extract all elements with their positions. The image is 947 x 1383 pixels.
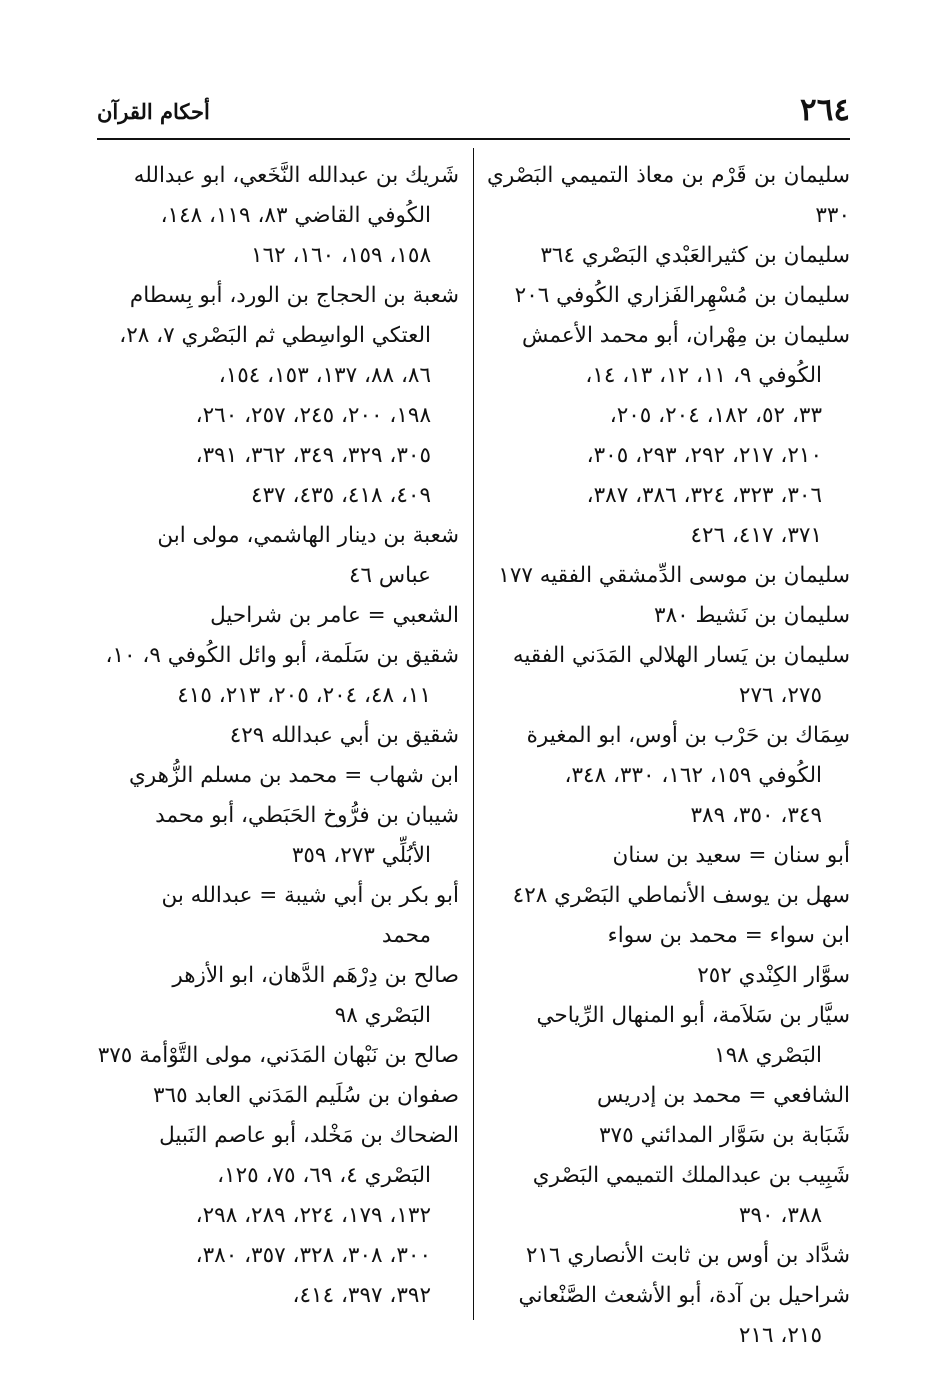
index-entry: الشافعي = محمد بن إدريس — [597, 1083, 850, 1108]
index-entry: الشعبي = عامر بن شراحيل — [210, 603, 459, 628]
index-entry: سهل بن يوسف الأنماطي البَصْري ٤٢٨ — [512, 883, 850, 908]
index-entry: شعبة بن دينار الهاشمي، مولى ابن — [157, 523, 459, 548]
index-entry-continuation: ٣٧١، ٤١٧، ٤٢٦ — [690, 523, 822, 548]
index-entry: شَبَابة بن سَوَّار المدائني ٣٧٥ — [599, 1123, 850, 1148]
index-entry: شيبان بن فرُّوخ الحَبَطي، أبو محمد — [155, 803, 459, 828]
index-entry: شراحيل بن آدة، أبو الأشعث الصَّنْعاني — [518, 1283, 850, 1308]
index-entry-continuation: ١٣٢، ١٧٩، ٢٢٤، ٢٨٩، ٢٩٨، — [195, 1203, 431, 1228]
index-entry: سليمان بن موسى الدِّمشقي الفقيه ١٧٧ — [498, 563, 850, 588]
index-entry: ابن سواء = محمد بن سواء — [607, 923, 850, 948]
index-entry: شعبة بن الحجاج بن الورد، أبو بِسطام — [129, 283, 459, 308]
index-entry: سليمان بن قَرْم بن معاذ التميمي البَصْري ٣٣٠ — [487, 163, 850, 228]
index-entry-continuation: ٢٧٥، ٢٧٦ — [738, 683, 822, 708]
index-entry: صفوان بن سُلَيم المَدَني العابد ٣٦٥ — [153, 1083, 459, 1108]
page-number: ٢٦٤ — [800, 92, 850, 128]
index-entry-continuation: ٣٣، ٥٢، ١٨٢، ٢٠٤، ٢٠٥، — [609, 403, 822, 428]
index-entry-continuation: ٢١٠، ٢١٧، ٢٩٢، ٢٩٣، ٣٠٥، — [586, 443, 822, 468]
index-entry-continuation: الأبُلِّي ٢٧٣، ٣٥٩ — [291, 843, 431, 868]
index-entry-continuation: ٣٩٢، ٣٩٧، ٤١٤، — [292, 1283, 431, 1308]
index-entry-continuation: ٣٨٨، ٣٩٠ — [738, 1203, 822, 1228]
index-entry-continuation: ١١، ٤٨، ٢٠٤، ٢٠٥، ٢١٣، ٤١٥ — [177, 683, 431, 708]
index-entry: شدَّاد بن أوس بن ثابت الأنصاري ٢١٦ — [525, 1243, 850, 1268]
index-entry: شَريك بن عبدالله النَّخَعي، ابو عبدالله — [133, 163, 459, 188]
right-column — [487, 156, 850, 1356]
index-entry: شَبِيب بن عبدالملك التميمي البَصْري — [532, 1163, 850, 1188]
index-entry-continuation: البَصْري ٩٨ — [334, 1003, 431, 1028]
index-entry-continuation: ٣٠٥، ٣٢٩، ٣٤٩، ٣٦٢، ٣٩١، — [195, 443, 431, 468]
index-entry-continuation: ٣٠٠، ٣٠٨، ٣٢٨، ٣٥٧، ٣٨٠، — [195, 1243, 431, 1268]
index-entry: شقيق بن سَلَمة، أبو وائل الكُوفي ٩، ١٠، — [105, 643, 459, 668]
index-entry-continuation: عباس ٤٦ — [348, 563, 431, 588]
index-entry-continuation: ٨٦، ٨٨، ١٣٧، ١٥٣، ١٥٤، — [218, 363, 431, 388]
index-entry-continuation: البَصْري ٤، ٦٩، ٧٥، ١٢٥، — [217, 1163, 431, 1188]
index-entry: سوَّار الكِنْدي ٢٥٢ — [697, 963, 850, 988]
index-entry: صالح بن دِرْهَم الدَّهان، ابو الأزهر — [172, 963, 459, 988]
index-entry-continuation: ٣٤٩، ٣٥٠، ٣٨٩ — [690, 803, 822, 828]
index-entry: سليمان بن نَشيط ٣٨٠ — [654, 603, 850, 628]
index-entry-continuation: ٤٠٩، ٤١٨، ٤٣٥، ٤٣٧ — [251, 483, 431, 508]
index-entry: سليمان بن مُسْهِرالفَزاري الكُوفي ٢٠٦ — [514, 283, 850, 308]
index-entry-continuation: الكُوفي ١٥٩، ١٦٢، ٣٣٠، ٣٤٨، — [564, 763, 822, 788]
index-entry: صالح بن نَبْهان المَدَني، مولى التَّوْأمة ٣٧٥ — [97, 1043, 459, 1068]
index-entry: سليمان بن كثيرالعَبْدي البَصْري ٣٦٤ — [540, 243, 850, 268]
index-entry-continuation: ٢١٥، ٢١٦ — [738, 1323, 822, 1348]
index-entry: أبو بكر بن أبي شيبة = عبدالله بن — [161, 883, 459, 908]
index-entry-continuation: البَصْري ١٩٨ — [714, 1043, 822, 1068]
book-title: أحكام القرآن — [97, 99, 210, 124]
index-entry-continuation: الكُوفي ٩، ١١، ١٢، ١٣، ١٤، — [585, 363, 822, 388]
index-entry: أبو سنان = سعيد بن سنان — [612, 843, 850, 868]
header-rule — [97, 138, 850, 140]
index-entry: سيَّار بن سَلاَمة، أبو المنهال الرِّياحي — [536, 1003, 850, 1028]
index-entry-continuation: ٣٠٦، ٣٢٣، ٣٢٤، ٣٨٦، ٣٨٧، — [586, 483, 822, 508]
index-entry-continuation: محمد — [381, 923, 431, 948]
column-divider — [473, 148, 474, 1320]
left-column — [97, 156, 459, 1316]
index-entry: ابن شهاب = محمد بن مسلم الزُّهري — [128, 763, 459, 788]
index-entry: سليمان بن مِهْران، أبو محمد الأعمش — [522, 323, 850, 348]
index-entry: سِمَاك بن حَرْب بن أوس، ابو المغيرة — [526, 723, 850, 748]
index-entry: الضحاك بن مَخْلد، أبو عاصم النَبيل — [159, 1123, 459, 1148]
index-entry: سليمان بن يَسار الهلالي المَدَني الفقيه — [512, 643, 850, 668]
page-header — [97, 80, 850, 128]
index-entry-continuation: العتكي الواسِطي ثم البَصْري ٧، ٢٨، — [119, 323, 431, 348]
index-entry-continuation: ١٩٨، ٢٠٠، ٢٤٥، ٢٥٧، ٢٦٠، — [195, 403, 431, 428]
index-entry-continuation: الكُوفي القاضي ٨٣، ١١٩، ١٤٨، — [160, 203, 431, 228]
index-entry-continuation: ١٥٨، ١٥٩، ١٦٠، ١٦٢ — [251, 243, 431, 268]
index-entry: شقيق بن أبي عبدالله ٤٢٩ — [229, 723, 459, 748]
